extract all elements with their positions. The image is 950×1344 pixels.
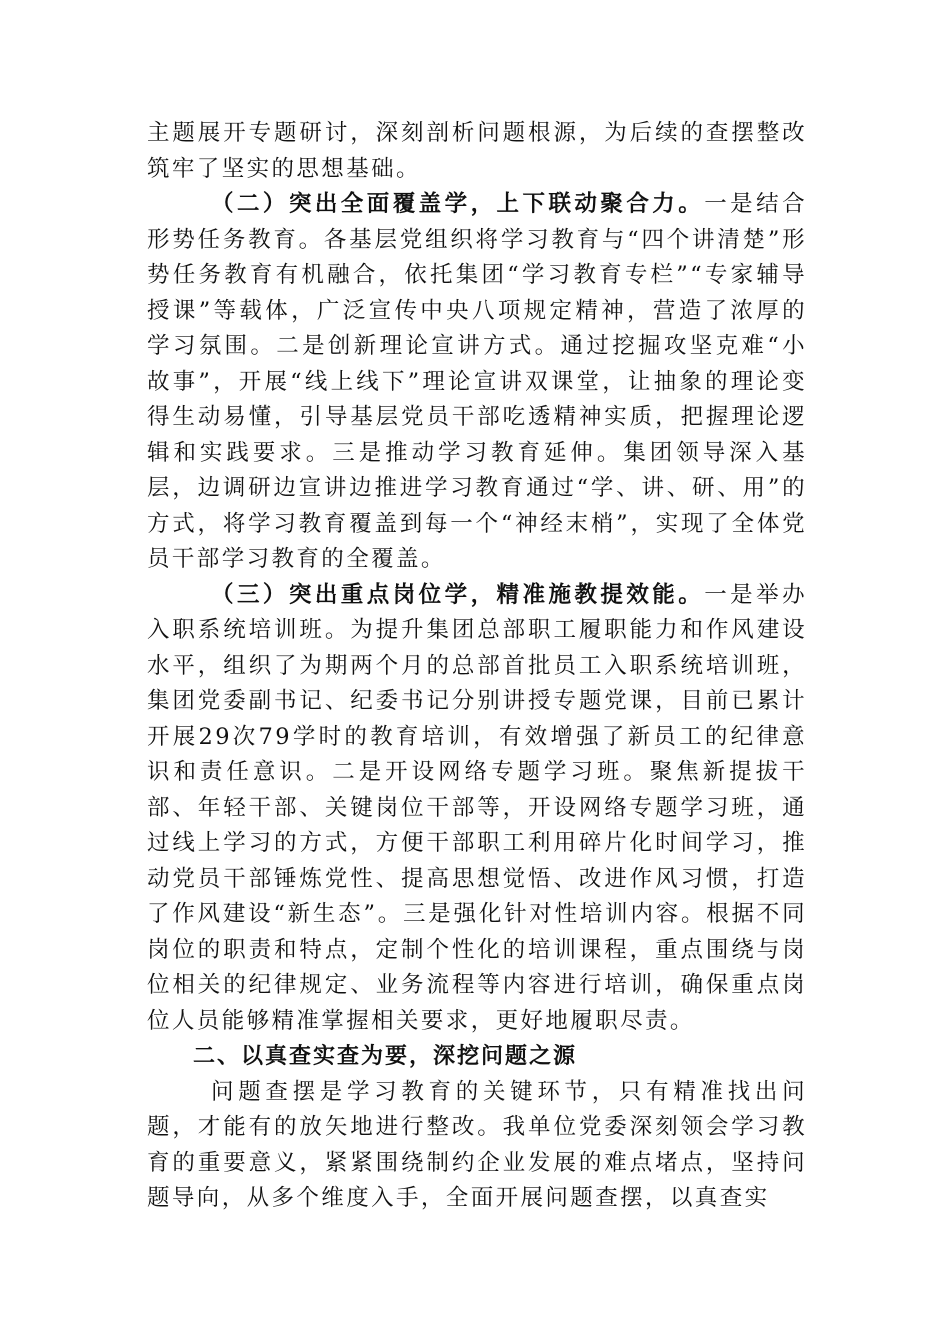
section-two-lead: （二）突出全面覆盖学，上下联动聚合力。 [211,191,705,217]
paragraph-section-three [147,578,807,1040]
paragraph-last [147,1075,807,1217]
paragraph-last-text: 问题查摆是学习教育的关键环节，只有精准找出问题，才能有的放矢地进行整改。我单位党委深刻领会学习教育的重要意义，紧紧围绕制约企业发展的难点堵点，坚持问题导向，从多个维度入手，全面开展问题查摆，以真查实 [147,1078,807,1211]
section-three-body: 一是举办入职系统培训班。为提升集团总部职工履职能力和作风建设水平，组织了为期两个月的总部首批员工入职系统培训班，集团党委副书记、纪委书记分别讲授专题党课，目前已累计开展29次79学时的教育培训，有效增强了新员工的纪律意识和责任意识。二是开设网络专题学习班。聚焦新提拔干部、年轻干部、关键岗位干部等，开设网络专题学习班，通过线上学习的方式，方便干部职工利用碎片化时间学习，推动党员干部锤炼党性、提高思想觉悟、改进作风习惯，打造了作风建设“新生态”。三是强化针对性培训内容。根据不同岗位的职责和特点，定制个性化的培训课程，重点围绕与岗位相关的纪律规定、业务流程等内容进行培训，确保重点岗位人员能够精准掌握相关要求，更好地履职尽责。 [147,581,807,1034]
section-three-lead: （三）突出重点岗位学，精准施教提效能。 [211,581,705,608]
paragraph-section-two [147,187,807,578]
document-body [147,116,807,1217]
section-two-body: 一是结合形势任务教育。各基层党组织将学习教育与“四个讲清楚”形势任务教育有机融合，依托集团“学习教育专栏”“专家辅导授课”等载体，广泛宣传中央八项规定精神，营造了浓厚的学习氛围。二是创新理论宣讲方式。通过挖掘攻坚克难“小故事”，开展“线上线下”理论宣讲双课堂，让抽象的理论变得生动易懂，引导基层党员干部吃透精神实质，把握理论逻辑和实践要求。三是推动学习教育延伸。集团领导深入基层，边调研边宣讲边推进学习教育通过“学、讲、研、用”的方式，将学习教育覆盖到每一个“神经末梢”，实现了全体党员干部学习教育的全覆盖。 [147,191,807,572]
section-heading-two: 二、以真查实查为要，深挖问题之源 [193,1044,578,1069]
paragraph-continued-text: 主题展开专题研讨，深刻剖析问题根源，为后续的查摆整改筑牢了坚实的思想基础。 [147,120,807,182]
paragraph-continued [147,116,807,187]
